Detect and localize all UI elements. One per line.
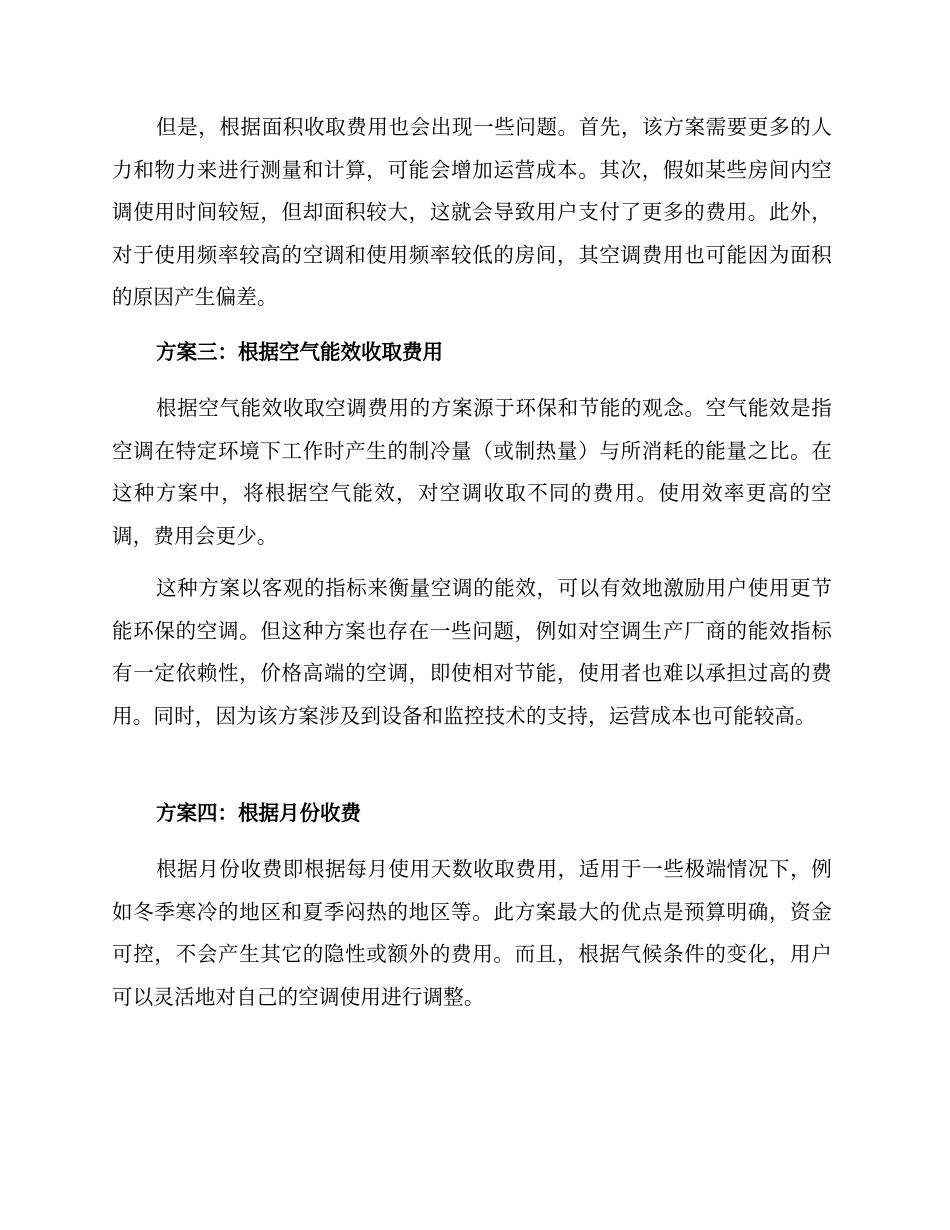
heading-text: 方案三：根据空气能效收取费用 [156,340,443,364]
heading-text: 方案四：根据月份收费 [156,801,361,825]
paragraph-area-pricing-issues [112,106,832,319]
paragraph-text: 这种方案以客观的指标来衡量空调的能效，可以有效地激励用户使用更节能环保的空调。但这种方案也存在一些问题，例如对空调生产厂商的能效指标有一定依赖性，价格高端的空调，即使相对节能，使用者也难以承担过高的费用。同时，因为该方案涉及到设备和监控技术的支持，运营成本也可能较高。 [112,576,832,728]
section-heading-plan-three [112,331,832,374]
section-heading-plan-four [112,792,832,835]
paragraph-energy-efficiency-definition [112,387,832,557]
paragraph-text: 但是，根据面积收取费用也会出现一些问题。首先，该方案需要更多的人力和物力来进行测量和计算，可能会增加运营成本。其次，假如某些房间内空调使用时间较短，但却面积较大，这就会导致用户支付了更多的费用。此外，对于使用频率较高的空调和使用频率较低的房间，其空调费用也可能因为面积的原因产生偏差。 [112,115,832,310]
paragraph-monthly-billing [112,848,832,1018]
paragraph-text: 根据月份收费即根据每月使用天数收取费用，适用于一些极端情况下，例如冬季寒冷的地区和夏季闷热的地区等。此方案最大的优点是预算明确，资金可控，不会产生其它的隐性或额外的费用。而且，根据气候条件的变化，用户可以灵活地对自己的空调使用进行调整。 [112,857,832,1009]
paragraph-energy-efficiency-issues [112,567,832,737]
paragraph-text: 根据空气能效收取空调费用的方案源于环保和节能的观念。空气能效是指空调在特定环境下工作时产生的制冷量（或制热量）与所消耗的能量之比。在这种方案中，将根据空气能效，对空调收取不同的费用。使用效率更高的空调，费用会更少。 [112,396,832,548]
